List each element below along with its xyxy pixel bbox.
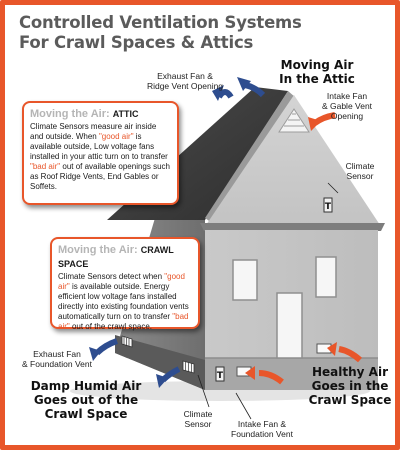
bad-air-highlight: "bad air" bbox=[30, 162, 61, 171]
eave bbox=[200, 223, 385, 231]
label-intake-gable: Intake Fan & Gable Vent Opening bbox=[321, 91, 373, 121]
label-exhaust-ridge: Exhaust Fan & Ridge Vent Opening bbox=[146, 71, 224, 91]
label-intake-foundation: Intake Fan & Foundation Vent bbox=[231, 419, 293, 439]
callout-attic-heading: Moving the Air: ATTIC bbox=[30, 108, 139, 120]
svg-text:T: T bbox=[324, 202, 332, 212]
title-line-1: Controlled Ventilation Systems bbox=[19, 13, 302, 32]
window-left bbox=[233, 260, 257, 300]
label-climate-sensor-attic: Climate Sensor bbox=[345, 161, 375, 181]
label-moving-air-attic: Moving Air In the Attic bbox=[279, 58, 355, 86]
bad-air-highlight: "bad air" bbox=[58, 312, 189, 331]
title-line-2: For Crawl Spaces & Attics bbox=[19, 33, 254, 52]
callout-attic bbox=[22, 101, 179, 205]
callout-crawl-heading: Moving the Air: CRAWL SPACE bbox=[58, 244, 174, 269]
label-climate-sensor-crawl: Climate Sensor bbox=[183, 409, 213, 429]
label-exhaust-foundation: Exhaust Fan & Foundation Vent bbox=[22, 349, 92, 369]
label-healthy-air: Healthy Air Goes in the Crawl Space bbox=[308, 365, 392, 407]
label-damp-humid-air: Damp Humid Air Goes out of the Crawl Space bbox=[30, 379, 142, 421]
door bbox=[277, 293, 302, 358]
callout-attic-text: Climate Sensors measure air inside and outside. When "good air" is available outside, Low voltage fans installed in your attic turn on to transfer "bad air" out of available openings such as Roof Ridge Vents, End Gables or Soffets. bbox=[30, 122, 170, 191]
window-right bbox=[316, 257, 336, 297]
callout-crawl-space bbox=[50, 237, 200, 329]
good-air-highlight: "good air" bbox=[98, 132, 134, 141]
callout-crawl-text: Climate Sensors detect when "good air" is available outside. Energy efficient low voltage fans installed directly into existing foundation vents automatically turn on to transfer "bad air" out of the crawl space. bbox=[58, 272, 189, 331]
svg-text:T: T bbox=[216, 371, 224, 381]
good-air-highlight: "good air" bbox=[58, 272, 185, 291]
